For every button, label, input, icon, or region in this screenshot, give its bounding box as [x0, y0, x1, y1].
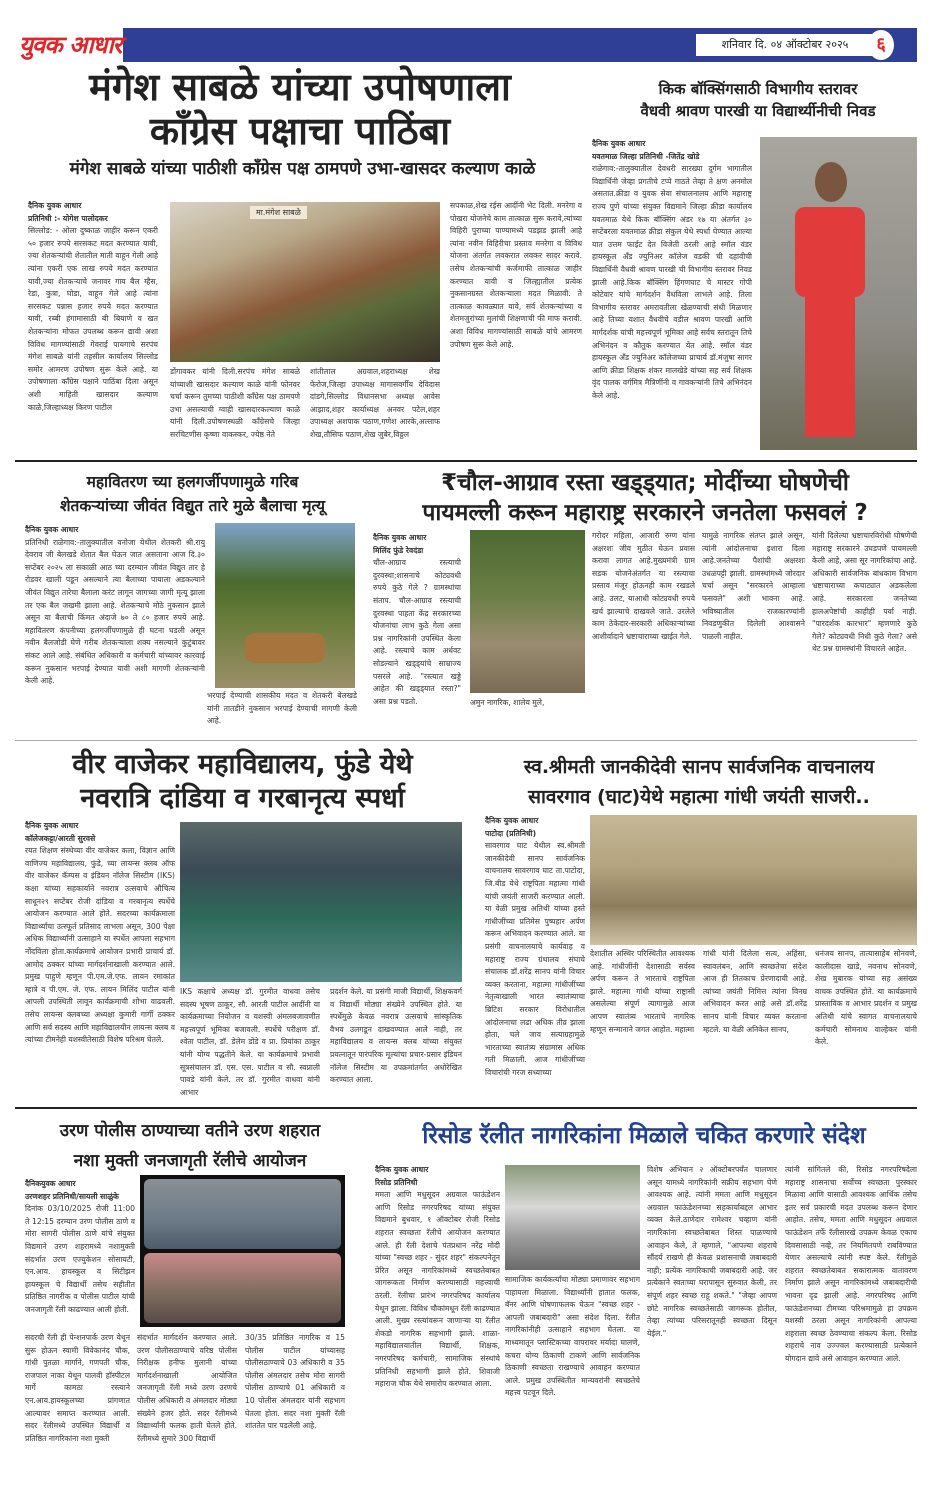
headline-line: वैधवी श्रावण पारखी या विद्यार्थ्यीनीची निवड [640, 102, 876, 120]
photo-rally-crowd [144, 1253, 341, 1323]
story7-column: संदर्भात मार्गदर्शन करण्यात आले. उरण पोलीसठाण्याचे वरिष्ठ पोलीस निरीक्षक हनीफ मुलानी यांच्या मार्गदर्शनाखाली आयोजित जनजागृती रॅली मध्ये उरण उरणचे पोलीस अधिकारी व अंमलदार मोठ्या संख्येने हजर होते. सदर रॅलीमध्ये विद्यार्थ्यांनी फलक हाती घेतले होते. रॅलीमध्ये सुमारे 300 विद्यार्थी [137, 1333, 237, 1443]
story4-column [373, 532, 461, 736]
headline-line: पायमल्ली करून महाराष्ट्र सरकारने जनतेला फसवलं ? [422, 500, 868, 526]
headline-line: स्व.श्रीमती जानकीदेवी सानप सार्वजनिक वाचनालय [523, 756, 875, 778]
story5-column: IKS कक्षाचे अध्यक्ष डॉ. गुरमीत वाधवा तसेच सदस्य भूषण ठाकूर, सौ. आरती पाटील आदींनी या कार्यक्रमाच्या नियोजन व यशस्वी अंमलबजावणीत महत्त्वपूर्ण भूमिका बजावली. स्पर्धेचे परीक्षण डॉ. श्वेता पाटील, डॉ. डेलेम डोंडे व प्रा. प्रियांका ठाकूर यांनी योग्य पद्धतीने केले. या कार्यक्रमाचे प्रभावी सूत्रसंचालन डॉ. एस. एस. पाटील व सौ. स्वप्नाली पावडे यांनी केले. तर डॉ. गुरमीत वाधवा यांनी आभार [180, 987, 320, 1097]
headline-line: शेतकऱ्यांच्या जीवंत विद्युत तारे मुळे बैलाचा मृत्यू [59, 497, 326, 515]
story8-column: त्यांनी सांगितले की, रिसोड नगरपरिषदेला महाराष्ट्र शासनाचा सर्वोच्च स्वच्छता पुरस्कार मिळावा आणि यासाठी आवश्यक आर्थिक तसेच इतर सर्व प्रकारची मदत उपलब्ध करून देणार आहोत. तसेच, ममता आणि मधुसूदन अग्रवाल फाऊंडेशन तर्फे रॅलीसारखे उपक्रम केवळ एकाच दिवसासाठी नव्हे, तर नियमितपणे राबविण्यात येणार असल्याचे त्यांनी स्पष्ट केले. रॅलीमुळे शहरात स्वच्छतेबाबत सकारात्मक वातावरण निर्माण झाले असून नागरिकांमध्ये जबाबदारीची भावना दृढ झाली आहे. नगरपरिषद आणि फाऊंडेशनच्या टीमच्या परिश्रमामुळे हा उपक्रम यशस्वी ठरला असून नागरिकांनी आपल्या शहराला स्वच्छ ठेवण्याचा संकल्प केला. रिसोड शहराचे नाव उज्ज्वल करण्यासाठी प्रत्येकाने योगदान द्यावे असे आवाहन करण्यात आले. [785, 1165, 917, 1363]
headline-line: उरण पोलीस ठाण्याच्या वतीने उरण शहरात [59, 1121, 321, 1141]
article-text: ममता आणि मधुसूदन अग्रवाल फाऊंडेशन आणि रिसोड नगरपरिषद यांच्या संयुक्त विद्यमाने बुधवार, १ ऑक्टोबर रोजी रिसोड शहरात स्वच्छता रॅलीचे आयोजन करण्यात आले. ही रॅली देशाचे पंतप्रधान नरेंद्र मोदी यांच्या "स्वच्छ शहर - सुंदर शहर" संकल्पनेतून प्रेरित असून नागरिकांमध्ये स्वच्छतेबाबत जागरूकता निर्माण करण्यासाठी महत्त्वाची ठरली. रॅलीचा प्रारंभ नगरपरिषद कार्यालय येथून झाला. विविध चौकांमधून रॅली काढण्यात आली. मुख्य रस्त्यांवरून जाणाऱ्या या रॅलीत शेकडो नागरिक सहभागी झाले. शाळा-महाविद्यालयातील विद्यार्थी, शिक्षक, नगरपरिषद कर्मचारी, सामाजिक संस्थांचे प्रतिनिधी सहभागी झाले होते. शिवाजी महाराज चौक येथे समारोप करण्यात आला. [375, 1190, 500, 1389]
divider [15, 740, 917, 741]
headline-line: किक बॉक्सिंगसाठी विभागीय स्तरावर [658, 80, 858, 98]
story4-column: गरोदर महिला, आजारी रुग्ण यांना अक्षरशः जीव मुठीत घेऊन प्रवास करावा लागत आहे.मुख्यमंत्री ग्राम सडक योजनेअंतर्गत या रस्त्याचा प्रस्ताव मंजूर होऊनही काम रखडले आहे. उलट, याआधी कोट्यवधी रुपये खर्च झाल्याचे दाखवले जाते. उरलेले काम ठेकेदार-सरकारी अधिकाऱ्यांच्या आशीर्वादाने भ्रष्टाचाराच्या खाईत गेले. [592, 531, 695, 641]
story8-headline: रिसोड रॅलीत नागरिकांना मिळाले चकित करणारे संदेश [422, 1123, 866, 1149]
headline-line: ₹चौल-आग्राव रस्ता खड्ड्यात; मोदींच्या घोषणेची [441, 470, 849, 496]
headline-line: मंगेश साबळे यांच्या उपोषणाला [89, 65, 511, 109]
dateline: दैनिक युवक आधार [373, 533, 427, 542]
story1-column: सपकाळ,शेख रईस आदींनी भेट दिली. मनरेगा व पोखरा योजनेचे काम तात्काळ सुरू करावे,त्यांच्या विहिरी पुराच्या पाण्यामध्ये पडझड झाली आहे त्यांना नवीन विहिरीचा प्रस्ताव मनरेगा व विविध योजना अंतर्गत लवकरात लवकर सादर करावे. तसेच शेतकऱ्यांची कर्जमाफी तात्काळ जाहीर करण्यात यावी व जिल्ह्यातील प्रत्येक नुकसानग्रस्त शेतकऱ्याला मदत मिळावी. ते तात्काळ कावळ्यात यावे, सर्व शेतकऱ्यांच्या व शेतमजुरांच्या मुलांची शिक्षणाची फी माफ करावी. अशा विविध मागण्यांसाठी साबळे यांचे आमरण उपोषण सुरू केले आहे. [450, 201, 582, 349]
headline-line: महावितरण च्या हलगर्जीपणामुळे गरिब [86, 473, 299, 491]
story6-photo-gandhi-jayanti [590, 815, 917, 945]
story1-photo [170, 202, 440, 362]
story6-column [485, 815, 585, 1102]
story6-column: देशातील अस्थिर परिस्थितीत आवश्यक आहे. गांधीजींनी देशासाठी सर्वस्व अर्पण करून ते भारताचे राष्ट्रपिता झाले. महात्मा गांधी यांच्या राष्ट्रासी असलेल्या संपूर्ण त्यागामुळे आज आपण स्वातंत्र्य भारताचे नागरिक म्हणून सन्मानाने जगत आहोत. महात्मा [590, 949, 695, 1034]
story7-photo-collage [140, 1175, 345, 1327]
story3-photo [215, 523, 355, 688]
byline: पाटोदा (प्रतिनिधी) [485, 828, 537, 838]
dateline: दैनिक युवक आधार [25, 525, 79, 534]
story6-column: धनंजय सानप, तात्यासाहेब सोनवणे, कालीदास खाडे, नवनाथ सोनवणे, शेख मुबारक यांच्या सह असंख्य वाचक उपस्थित होते. या कार्यक्रमाचे प्रास्ताविक व आभार प्रदर्शन व प्रमुख अतिथी यांचे स्वागत वाचनालयाचे कर्मचारी सोमनाथ वाल्हेकर यांनी केले. [815, 949, 917, 1047]
story8-photo-rally [505, 1165, 640, 1270]
page-number: ६ [868, 30, 894, 60]
dateline: दैनिक युवक आधार [375, 1165, 429, 1174]
story4-column: यामुळे नागरिक संतप्त झाले असून, त्यांनी आंदोलनाचा इशारा दिला आहे.जनतेच्या पैशांची अक्षरशः उधळपट्टी झाली. ग्रामस्थांमध्ये जोरदार चर्चा असून "सरकारने आम्हाला फसवले" अशी भावना आहे. भविष्यातील राजकारण्यांनी निवडणुकीत दिलेली आश्वासने पाळली नाहीत. [702, 531, 805, 641]
issue-date: शनिवार दि. ०४ ऑक्टोबर २०२५ [696, 34, 874, 56]
dateline: दैनिक युवक आधार [485, 816, 539, 825]
story2-photo-boxer [760, 137, 917, 450]
story1-subheadline: मंगेश साबळे यांच्या पाठीशी काँग्रेस पक्ष ठामपणे उभा-खासदर कल्याण काळे [69, 159, 536, 179]
story3-headline [20, 470, 365, 518]
story7-headline [15, 1116, 365, 1176]
article-text: रयत शिक्षण संस्थेच्या वीर वाजेकर कला, विज्ञान आणि वाणिज्य महाविद्यालय, फुंडे, च्या लायन्स क्लब ऑफ वीर वाजेकर कॅम्पस व इंडियन नॉलेज सिस्टीम (IKS) कक्षा यांच्या सहकार्याने नवरात्र उत्सवाचे औचित्य साधून२९ सप्टेंबर रोजी दांडिया व गरबानृत्य स्पर्धेचे आयोजन करण्यात आले होते. सदरच्या कार्यक्रमाला विद्यार्थ्यांचा उत्स्फूर्त प्रतिसाद लाभला असून, 300 पेक्षा अधिक विद्यार्थ्यांनी उत्साहाने या स्पर्धेत आपला सहभाग नोंदविला होता.कार्यक्रमाचे आयोजन प्रभारी प्राचार्य डॉ. आमोद ठक्कर यांच्या मार्गदर्शनाखाली करण्यात आले. प्रमुख पाहुणे म्हणून पी.एम.जे.एफ. लायन रमाकांत म्हात्रे व पी.एम. जे. एफ. लायन मिलिंद पाटील यांनी आपली उपस्थिती लावून कार्यक्रमाची शोभा वाढवली. तसेच लायन्स क्लबच्या अध्यक्षा कुमारी गार्गी ठक्कर आणि सर्व सदस्य आणि महाविद्यालयीन लायन्स क्लब व त्यांच्या टीमनेही यशस्वीतेसाठी विशेष परिश्रम घेतले. [25, 846, 175, 1045]
photo-police-group [144, 1179, 341, 1249]
divider [15, 1107, 917, 1109]
headline-line: काँग्रेस पक्षाचा पाठिंबा [149, 108, 451, 153]
article-text: प्रतिनिधी राळेगाव:-तालुक्यातील वनोजा येथील शेतकरी श्री.रायु देवराव जी बेलखडे शेतात बैल घेऊन जात असताना आज दि.३० सप्टेंबर २०२५ ला सकाळी आठ च्या दरम्यान जीवंत विद्युत तार हे रोडवर खाली पडून असल्याने त्या बैलाच्या पायाला अडकल्याने जीवंत विद्युत तारेचा बैलाला करंट लागून जागच्या जागी मृत्यू झाला तर एक बैल जखमी झाला आहे. शेतकऱ्याचे मोठे नुकसान झाले असून या बैलाची किंमत अंदाजे ७० ते ८० हजार रुपये आहे. महावितरण कंपनीच्या हलगर्जीपणामुळे ही घटना घडली असून नवीन बैलजोडी घेणे गरीब शेतकऱ्याला शक्य नसल्याने कुटुंबावर संकट आले आहे. संबंधित अधिकारी व कर्मचारी यांच्यावर कारवाई करून नुकसान भरपाई देण्यात यावी अशी मागणी शेतकऱ्यांनी केली आहे. [25, 537, 205, 686]
story2-headline [597, 78, 919, 122]
story8-column: विशेष अभियान २ ऑक्टोबरपर्यंत चालणार असून यामध्ये नागरिकांनी सक्रीय सहभाग घेणे आवश्यक आहे. त्यांनी ममता आणि मधुसूदन अग्रवाल फाऊंडेशनच्या सहकार्याबद्दल आभार व्यक्त केले.ठाणेदार रामेश्वर चव्हाण यांनी नागरिकांना स्वच्छतेबाबत शिस्त पाळण्याचे आवाहन केले, ते म्हणाले, "आपल्या शहराचे सौंदर्य राखणे ही केवळ प्रशासनाची जबाबदारी नाही; प्रत्येक नागरिकाची जबाबदारी आहे. जर प्रत्येकाने स्वतःच्या घरापासून सुरुवात केली, तर संपूर्ण शहर स्वच्छ राहू शकते." "जेव्हा आपण छोटे नागरिक स्वच्छतेसाठी जागरूक होतील, तेव्हा त्यांच्या परिसरातूनही स्वच्छता दिसून येईल." [647, 1165, 777, 1338]
story1-headline [15, 66, 585, 153]
headline-line: सावरगाव (घाट)येथे महात्मा गांधी जयंती साजरी.. [528, 786, 870, 808]
headline-line: नवरात्रि दांडिया व गरबानृत्य स्पर्धा [80, 783, 405, 814]
photo-caption: अमुन नागरिक, शालेय मुले, [470, 698, 545, 707]
photo-banner-text: मा.मंगेश साबळे [250, 206, 307, 219]
byline: मिलिंद फुंडे रेवदंडा [373, 545, 424, 555]
story8-column [375, 1164, 500, 1492]
newspaper-logo: युवक आधार [15, 28, 123, 64]
byline: रिसोड प्रतिनिधी [375, 1177, 418, 1187]
headline-line: नशा मुक्ती जनजागृती रॅलीचे आयोजन [73, 1151, 307, 1171]
article-text: दिनांक 03/10/2025 रोजी 11:00 ते 12:15 दरम्यान उरण पोलीस ठाणे व मोरा सागरी पोलीस ठाणे यांचे संयुक्त विद्यमाने उरण शहरामध्ये नशामुक्ती संदर्भात उरण एज्युकेशन सोसायटी, एन.आय. हायस्कूल व सिटीझन हायस्कूल चे विद्यार्थी तसेच सहीतीत प्रतिष्ठित नागरीक व पोलीस पाटील यांची जनजागृती रॅली काढण्यात आली होती. [25, 1204, 135, 1314]
story7-column: 30/35 प्रतिष्ठित नागरिक व 15 पोलीस पाटील यांच्यासह पोलीसठाण्याचे 03 अधिकारी व 35 पोलीस अंमलदार तसेच मोरा सागरी पोलीस ठाण्याचे 01 अधिकारी व 10 पोलीस अंमलदार यांनी सहभाग घेतला होता. सदर नशा मुक्ती रॅली शांततेत पार पडलेली आहे. [245, 1333, 345, 1431]
story5-column [25, 820, 175, 1102]
article-text: सावरगाव घाट येथील स्व.श्रीमती जानकीदेवी सानप सार्वजनिक वाचनालय सावरगाव घाट ता.पाटोदा, जि.बीड येथे राष्ट्रपिता महात्मा गांधी यांची जयंती साजरी करण्यात आली. या वेळी प्रमुख अतिथी यांच्या हस्ते गांधीजींच्या प्रतिमेस पुष्पहार अर्पण करून अभिवादन करण्यात आले. या प्रसंगी वाचनालयाचे कार्यवाह व महाराष्ट्र राज्य ग्रंथालय संघाचे संचालक डॉ.शरेंद्र सानप यांनी विचार व्यक्त करताना, महात्मा गांधीजींच्या नेतृत्वाखाली भारत स्वातंत्र्याचा ब्रिटिश सरकार विरोधातील आंदोलनाचा लढा अधिक तीव्र झाला होता, चले जाव सत्याग्रहामुळे भारताच्या स्वातंत्र्य संग्रामास अधिक गती मिळाली. आज गांधीजींच्या विचारांची गरज सध्याच्या [485, 841, 585, 1077]
dateline: दैनिक युवक आधार [28, 201, 82, 210]
story4-photo-potholed-road [470, 530, 585, 693]
divider [15, 460, 917, 462]
photo-caption: भरपाई देण्याची शासकीय मदत व शेतकरी बेलखडे यांनी तातडीने नुकसान भरपाई देण्याची मागणी केली आहे. [207, 691, 357, 726]
article-text: सिल्लोड: - ओला दुष्काळ जाहीर करून एकरी ५० हजार रुपये सरसकट मदत करण्यात यावी, ज्या शेतकऱ्यांची शेतातील माती वाहून गेली आहे त्यांना एकरी एक लाख रुपये मदत करण्यात यावी,ज्या शेतकऱ्याचे जनावर गाय बैल म्हैस, रेडा, कुत्रा, घोडा, वाहून गेले आहे त्यांना सरसकट पन्नास हजार रुपये मदत करण्यात यावी, रब्बी हंगामासाठी बी बियाणे व खत शेतकऱ्यांना मोफत उपलब्ध करून द्यावी अशा विविध मागण्यांसाठी गेवराई पायगाचे सरपंच मंगेश साबळे यांनी तहसील कार्यालय सिल्लोड समोर आमरण उपोषण सुरू केले आहे. या उपोषणाला काँग्रेस पक्षाने पाठिंबा दिला असून अशी माहिती खासदार कल्याण काळे,जिल्हाध्यक्ष किरण पाटील [28, 226, 158, 412]
story7-column: सदरची रॅली ही पेन्शनपार्क उरण येथून सुरू होऊन स्वामी विवेकानंद चौक, गांधी पुतळा मार्गाने, गणपती चौक, राजपाल नाका येथून पालवी हॉस्पीटल मार्गे कामठा रस्त्याने एन.आय.हायस्कूलच्या प्रांगणात आल्यावर समाप्त करण्यात आली. सदर रॅलीमध्ये उपस्थित विद्यार्थी व प्रतिष्ठित नागरिकांना नशा मुक्ती [25, 1333, 130, 1443]
article-text: राळेगाव:-तालुक्यातील देवधरी सारख्या दुर्गम भागातील विद्यार्थिनी जेव्हा प्रगतीचे टप्पे गाठते तेव्हा ते क्षण अनमोल असतात.क्रीडा व युवक सेवा संचालनालय आणि महाराष्ट्र राज्य पुणे यांच्या संयुक्त विद्यमाने जिल्हा क्रीडा कार्यालय यवतमाळ येथे किक बॉक्सिंग अंडर १७ या अंतर्गत ३० सप्टेंबरला यवतमाळ क्रीडा संकुल येथे स्पर्धा घेण्यात आल्या यात उत्तम फाईट देत विजेती ठरली आहे स्मॉल वंडर हायस्कूल अँड ज्युनिअर कॉलेज वडकी ची दहावीची विद्यार्थिनी वैधवी श्रावण पारखी ची विभागीय स्तरावर निवड झाली आहे.किक बॉक्सिंग हिंगणघाट चे मास्टर गोपी कोटेवार यांचे मार्गदर्शन वैधविला लाभले आहे. तिला विभागीय स्तरावर अमरावतीला खेळण्याची संधी मिळणार आहे तिच्या यशात वैधवीचे वडील श्रावण पारखी आणि मार्गदर्शक यांची महत्त्वपूर्ण भूमिका आहे सर्वच स्तरातून तिचे अभिनंदन व कौतुक करण्यात येत आहे. स्मॉल वंडर हायस्कूल अँड ज्युनिअर कॉलेजच्या प्राचार्य डॉ.मंजुषा सागर आणि क्रीडा शिक्षक शंकर मालखेडे यांच्या सह सर्व शिक्षक वृंद पालक वर्गमित्र मैत्रिणींनी व गावकऱ्यांनी तिचे अभिनंदन केले आहे. [592, 164, 752, 400]
byline: प्रतिनिधी :- योगेश पालोदकर [28, 213, 108, 223]
story6-column: गांधी यांनी दिलेला सत्य, अहिंसा, स्वावलंबन, आणि स्वच्छतेचा संदेश आज ही तितकाच प्रेरणादायी आहे. त्यांच्या जयंती निमित्त त्यांना विनम्र अभिवादन करत आहे असे डॉ.शरेंद्र सानप यांनी विचार व्यक्त करताना म्हटले. या वेळी अनिकेत सानप, [703, 949, 807, 1034]
story4-headline [370, 468, 920, 528]
story1-column: डोंगावकर यांनी दिली.सरपंच मंगेश साबळे यांच्याशी खासदार कल्याण काळे यांनी फोनवर चर्चा करून तुमच्या पाठीशी काँग्रेस पक्ष ठामपणे उभा असल्याची ग्वाही खासदारकल्याण काळे यांनी दिली.उपोषणस्थळी काँग्रेसचे जिल्हा सरचिटणीस कृष्णा वाकस्कर, ज्येष्ठ नेते [170, 367, 300, 439]
dateline: दैनिकयुवक आधार [25, 1179, 76, 1188]
byline: यवतमाळ जिल्हा प्रतिनिधी -जितेंद्र खोडे [592, 151, 700, 161]
story1-column [28, 200, 158, 456]
story7-column [25, 1178, 135, 1328]
story5-column: प्रदर्शन केले. या प्रसंगी माजी विद्यार्थी, शिक्षकवर्ग व विद्यार्थी मोठ्या संख्येने उपस्थित होते. या स्पर्धेमुळे केवळ नवरात्र उत्सवाचे सांस्कृतिक वैभव उलगडून दाखवण्यात आले नाही, तर महाविद्यालय व लायन्स क्लब यांच्या संयुक्त प्रयत्नातून पारंपरिक मूल्यांचा प्रचार-प्रसार इंडियन नॉलेज सिस्टीम या उपक्रमांतर्गत अधोरेखित करण्यात आला. [330, 987, 462, 1085]
story2-column [592, 138, 752, 454]
byline: कॉलेजकट्टा/आरती सुरवसे [25, 833, 96, 843]
dateline: दैनिक युवक आधार [592, 139, 646, 148]
story4-column: यांनी दिलेल्या भ्रष्टाचारविरोधी घोषणेची महाराष्ट्र सरकारने उघडपणे पायमल्ली केली आहे, असा सूर नागरिकांचा आहे. अधिकारी सार्वजनिक बांधकाम विभाग भ्रष्टाचाराच्या कचाट्यात अडकलेला आहे. सरकारला जनतेच्या हालअपेष्टांची काहीही पर्वा नाही. "पारदर्शक कारभार" म्हणणारे कुठे गेले? कोट्यवधी निधी कुठे गेला? असे थेट प्रश्न ग्रामस्थांनी विचारले आहेत. [812, 531, 917, 654]
story5-photo-garba [180, 822, 462, 982]
story1-column: शांतीलाल अग्रवाल,शहराध्यक्ष शेख फेरोज,जिल्हा उपाध्यक्ष मागासवर्गीय देविदास दांडगे,सिल्लोड विधानसभा अध्यक्ष आवेस आझाद,शहर कार्याध्यक्ष अनवर पटेल,शहर उपाध्यक्ष अशपाक पठाण,गणेश आरके,अल्ताफ शेख,तौसिफ पठाण,शेख जुबेर,विठ्ठल [310, 367, 440, 439]
story3-column [25, 524, 205, 736]
headline-line: वीर वाजेकर महाविद्यालय, फुंडे येथे [72, 749, 413, 780]
story6-headline [478, 752, 920, 812]
article-text: चौल-आग्राव रस्त्याची दुरवस्था;शासनाचे कोट्यवधी रुपये कुठे गेले ? ग्रामस्थांचा संताप. चौल-आग्राव रस्त्याची दुरवस्था पाहता केंद्र सरकारच्या योजनांचा लाभ कुठे गेला असा प्रश्न नागरिकांनी उपस्थित केला आहे. रस्त्याचे काम अर्धवट सोडल्याने खड्ड्यांचे साम्राज्य पसरले आहे. "रस्त्यात खड्डे आहेत की खड्ड्यात रस्ता?" असा प्रश्न पडतो. [373, 558, 461, 706]
dateline: दैनिक युवक आधार [25, 821, 79, 830]
byline: उरणशहर प्रतिनिधी/सायली साळुंके [25, 1191, 119, 1201]
story5-headline [20, 748, 465, 816]
story8-column: सामाजिक कार्यकर्त्यांचा मोठ्या प्रमाणावर सहभाग पाहायला मिळाला. विद्यार्थ्यांनी हातात फलक, बॅनर आणि घोषणाफलक घेऊन "स्वच्छ शहर - आपली जबाबदारी" असा संदेश दिला. रॅलीत नागरिकांनीही उत्साहाने सहभाग घेतला. या माध्यमातून प्लास्टिकच्या वापरावर मर्यादा घालणे, कचरा योग्य ठिकाणी टाकणे आणि सार्वजनिक ठिकाणी स्वच्छता राखण्याचे आवाहन करण्यात आले. प्रमुख उपस्थितीत मान्यवरांनी स्वच्छतेचे महत्त्व पटवून दिले. [505, 1275, 640, 1398]
